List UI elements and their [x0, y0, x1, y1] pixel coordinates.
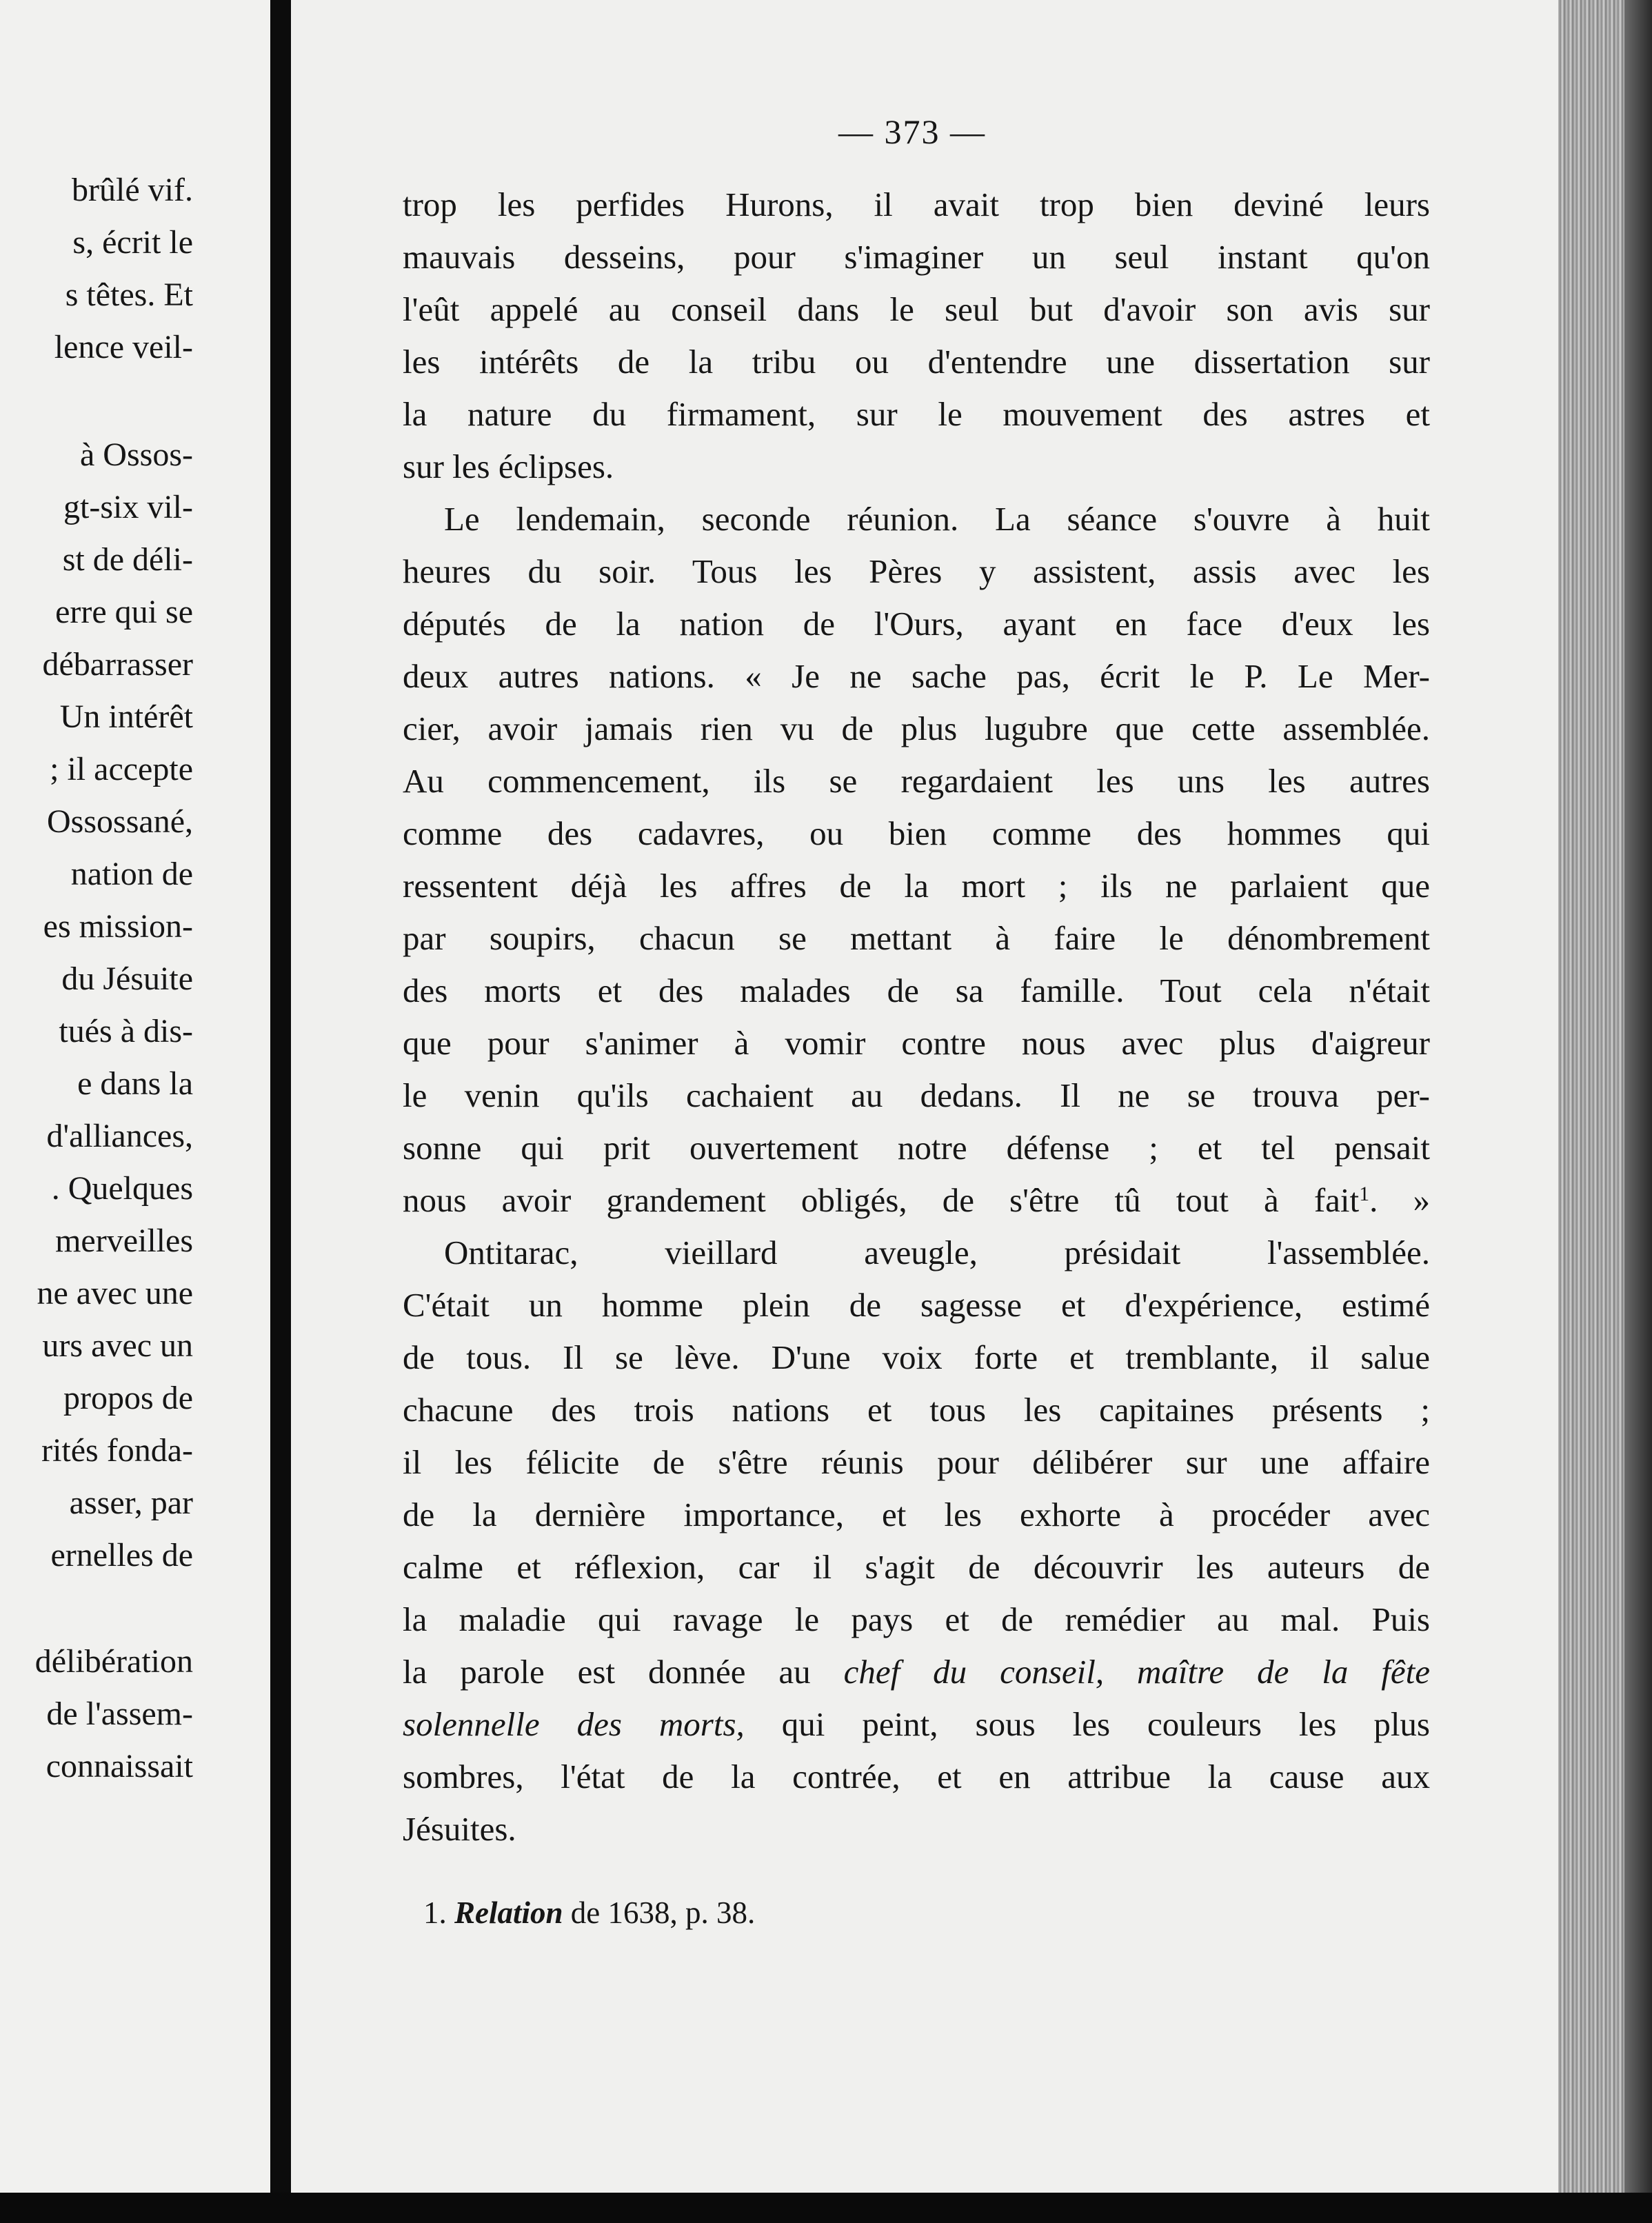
text-line: calme et réflexion, car il s'agit de découvrir les auteurs de — [403, 1548, 1430, 1586]
left-line: s têtes. Et — [65, 276, 193, 313]
left-line: rités fonda- — [41, 1432, 193, 1469]
text-line: comme des cadavres, ou bien comme des hommes qui — [403, 814, 1430, 852]
left-line: merveilles — [55, 1223, 193, 1259]
left-line: erre qui se — [55, 594, 193, 630]
italic-text: solennelle des morts, — [403, 1705, 745, 1743]
text-line: Au commencement, ils se regardaient les uns les autres — [403, 762, 1430, 800]
text-line: ressentent déjà les affres de la mort ; ils ne parlaient que — [403, 867, 1430, 905]
text-line: la maladie qui ravage le pays et de remédier au mal. Puis — [403, 1600, 1430, 1638]
left-line: ne avec une — [37, 1275, 193, 1311]
left-line: lence veil- — [54, 329, 193, 365]
text-line: de la dernière importance, et les exhorte à procéder avec — [403, 1496, 1430, 1533]
left-line: délibération — [34, 1643, 193, 1680]
text-line: Jésuites. — [403, 1810, 516, 1848]
text-line — [403, 1707, 1430, 1741]
text-line: sur les éclipses. — [403, 447, 614, 485]
left-page — [0, 0, 270, 2193]
left-line: débarrasser — [42, 646, 193, 683]
text-line: mauvais desseins, pour s'imaginer un seul instant qu'on — [403, 238, 1430, 276]
text-line: l'eût appelé au conseil dans le seul but d'avoir son avis sur — [403, 290, 1430, 328]
left-line: nation de — [70, 856, 193, 892]
left-line: es mission- — [43, 908, 193, 945]
text-line: que pour s'animer à vomir contre nous avec plus d'aigreur — [403, 1024, 1430, 1062]
left-line: urs avec un — [42, 1327, 193, 1364]
footnote — [423, 1895, 756, 1930]
text-line: le venin qu'ils cachaient au dedans. Il ne se trouva per- — [403, 1076, 1430, 1114]
quote-close: . » — [1369, 1181, 1431, 1219]
line-text: la parole est donnée au — [403, 1653, 811, 1691]
text-line: cier, avoir jamais rien vu de plus lugubre que cette assemblée. — [403, 710, 1430, 747]
left-line: st de déli- — [62, 541, 193, 578]
text-line: de tous. Il se lève. D'une voix forte et tremblante, il salue — [403, 1338, 1430, 1376]
text-line: deux autres nations. « Je ne sache pas, écrit le P. Le Mer- — [403, 657, 1430, 695]
left-line: s, écrit le — [72, 224, 193, 261]
left-line: ; il accepte — [50, 751, 193, 787]
text-line — [403, 1183, 1430, 1217]
left-line: de l'assem- — [46, 1696, 193, 1732]
page-edges — [1558, 0, 1652, 2223]
left-line: tués à dis- — [59, 1013, 193, 1049]
text-line: C'était un homme plein de sagesse et d'expérience, estimé — [403, 1286, 1430, 1324]
text-line: trop les perfides Hurons, il avait trop bien deviné leurs — [403, 185, 1430, 223]
left-line: . Quelques — [51, 1170, 193, 1207]
text-line: heures du soir. Tous les Pères y assistent, assis avec les — [403, 552, 1430, 590]
text-line: il les félicite de s'être réunis pour délibérer sur une affaire — [403, 1443, 1430, 1481]
text-line: la nature du firmament, sur le mouvement des astres et — [403, 395, 1430, 433]
left-line: Ossossané, — [47, 803, 193, 840]
text-line: par soupirs, chacun se mettant à faire le dénombrement — [403, 919, 1430, 957]
left-line: propos de — [63, 1380, 193, 1416]
text-line: les intérêts de la tribu ou d'entendre une dissertation sur — [403, 343, 1430, 381]
left-line: ernelles de — [50, 1537, 193, 1573]
left-line: connaissait — [46, 1748, 193, 1784]
book-gutter — [270, 0, 291, 2223]
text-line: chacune des trois nations et tous les capitaines présents ; — [403, 1391, 1430, 1429]
footnote-text: de 1638, p. 38. — [570, 1895, 756, 1930]
line-text: qui peint, sous les couleurs les plus — [781, 1705, 1430, 1743]
footnote-number: 1. — [423, 1895, 447, 1930]
bottom-shadow — [0, 2193, 1652, 2223]
left-line: e dans la — [77, 1065, 193, 1102]
left-line: gt-six vil- — [63, 489, 193, 525]
left-line: d'alliances, — [46, 1118, 193, 1154]
text-line — [403, 1655, 1430, 1689]
left-line: asser, par — [69, 1485, 193, 1521]
left-line: à Ossos- — [80, 436, 193, 473]
line-text: nous avoir grandement obligés, de s'être tû tout à fait — [403, 1181, 1360, 1219]
text-line: Ontitarac, vieillard aveugle, présidait l'assemblée. — [444, 1234, 1430, 1271]
text-line: des morts et des malades de sa famille. Tout cela n'était — [403, 972, 1430, 1009]
italic-text: chef du conseil, maître de la fête — [843, 1653, 1431, 1691]
left-line: Un intérêt — [59, 698, 193, 735]
footnote-ref: 1 — [1359, 1183, 1370, 1205]
left-line: brûlé vif. — [72, 172, 193, 208]
page-number: — 373 — — [838, 112, 986, 151]
text-line: sonne qui prit ouvertement notre défense ; et tel pensait — [403, 1129, 1430, 1167]
text-line: Le lendemain, seconde réunion. La séance s'ouvre à huit — [444, 500, 1430, 538]
footnote-italic: Relation — [454, 1895, 563, 1930]
text-line: députés de la nation de l'Ours, ayant en face d'eux les — [403, 605, 1430, 643]
text-line: sombres, l'état de la contrée, et en attribue la cause aux — [403, 1758, 1430, 1796]
left-line: du Jésuite — [61, 960, 193, 997]
